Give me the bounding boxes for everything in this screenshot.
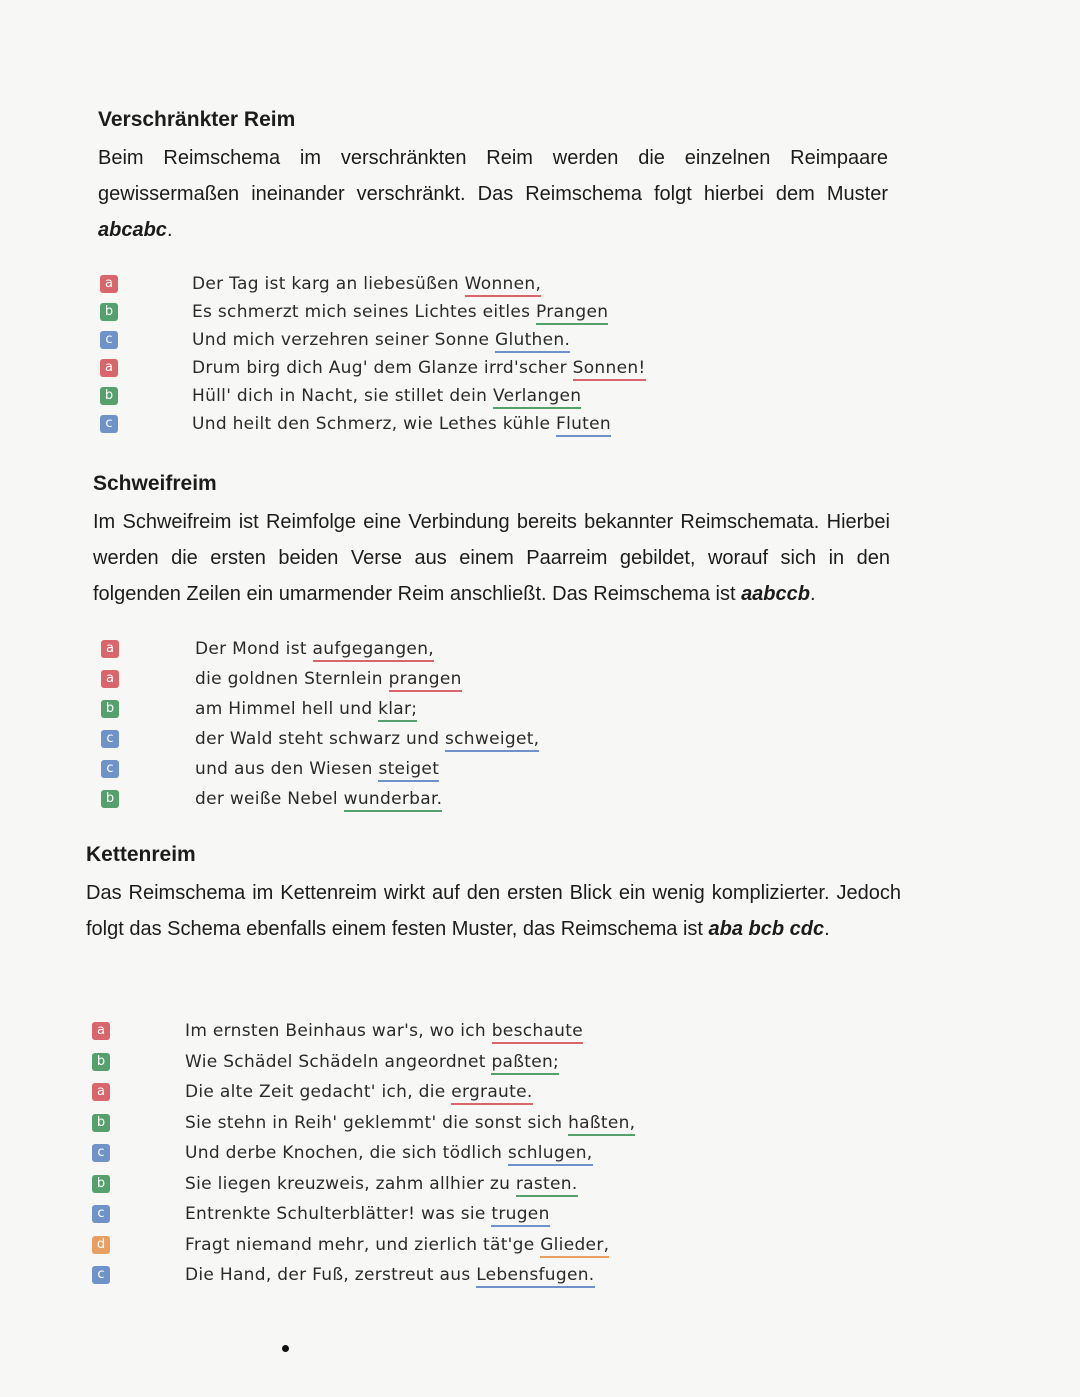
rhyme-word: paßten; bbox=[491, 1052, 559, 1075]
poem-line-text: Wie Schädel Schädeln angeordnet bbox=[185, 1051, 492, 1072]
poem-line-text: Und mich verzehren seiner Sonne bbox=[192, 330, 496, 350]
rhyme-letter-badge: b bbox=[101, 700, 119, 718]
poem-line bbox=[185, 1235, 609, 1258]
paragraph-text: Das Reimschema im Kettenreim wirkt auf den ersten Blick ein wenig komplizierter. Jedoch folgt das Schema ebenfalls einem festen Muster, das Reimschema ist bbox=[86, 882, 901, 940]
poem-line bbox=[195, 639, 434, 662]
rhyme-letter-badge: a bbox=[101, 640, 119, 658]
poem-line bbox=[195, 669, 462, 692]
rhyme-letter-badge: c bbox=[101, 730, 119, 748]
rhyme-letter-badge: c bbox=[92, 1205, 110, 1223]
heading: Verschränkter Reim bbox=[98, 108, 296, 131]
poem-line-text: der Wald steht schwarz und bbox=[195, 729, 445, 749]
rhyme-word: prangen bbox=[389, 669, 462, 692]
poem-line-text: Drum birg dich Aug' dem Glanze irrd'scher bbox=[192, 358, 573, 378]
poem-line-text: Und derbe Knochen, die sich tödlich bbox=[185, 1143, 508, 1163]
poem-line bbox=[192, 330, 570, 353]
rhyme-letter-badge: b bbox=[100, 303, 118, 321]
poem-line-text: der weiße Nebel bbox=[195, 789, 344, 809]
poem-line-text: Hüll' dich in Nacht, sie stillet dein bbox=[192, 386, 493, 406]
rhyme-word: steiget bbox=[378, 759, 439, 782]
poem-line-text: Der Tag ist karg an liebesüßen bbox=[192, 274, 465, 294]
poem-line-text: Die alte Zeit gedacht' ich, die bbox=[185, 1082, 452, 1102]
rhyme-letter-badge: c bbox=[100, 415, 118, 433]
rhyme-word: beschaute bbox=[492, 1021, 583, 1044]
rhyme-word: aufgegangen, bbox=[313, 639, 434, 662]
rhyme-word: Gluthen. bbox=[495, 330, 570, 353]
rhyme-word: Glieder, bbox=[540, 1235, 609, 1258]
poem-line bbox=[195, 789, 442, 812]
poem-line-text: Es schmerzt mich seines Lichtes eitles bbox=[192, 302, 537, 322]
rhyme-scheme: abcabc bbox=[98, 219, 167, 241]
poem-line bbox=[195, 699, 417, 722]
poem-line bbox=[185, 1113, 635, 1136]
poem-line-text: am Himmel hell und bbox=[195, 699, 379, 719]
section-kettenreim bbox=[86, 843, 901, 947]
poem-line-text: Und heilt den Schmerz, wie Lethes kühle bbox=[192, 414, 556, 434]
rhyme-letter-badge: a bbox=[92, 1083, 110, 1101]
rhyme-word: rasten. bbox=[516, 1174, 578, 1197]
section-verschraenkter-reim bbox=[98, 108, 888, 248]
poem-line bbox=[185, 1204, 550, 1227]
poem-line bbox=[192, 358, 646, 381]
rhyme-letter-badge: a bbox=[101, 670, 119, 688]
poem-line bbox=[192, 414, 611, 437]
poem-line bbox=[185, 1174, 578, 1197]
rhyme-word: ergraute. bbox=[451, 1082, 532, 1105]
rhyme-letter-badge: c bbox=[100, 331, 118, 349]
poem-line bbox=[185, 1082, 533, 1105]
paragraph: Beim Reimschema im verschränkten Reim werden die einzelnen Reimpaare gewissermaßen ineinander verschränkt. Das Reimschema folgt hierbei dem Muster abcabc. bbox=[98, 147, 888, 241]
rhyme-letter-badge: b bbox=[101, 790, 119, 808]
rhyme-letter-badge: b bbox=[92, 1175, 110, 1193]
poem-line bbox=[192, 386, 581, 409]
poem-line bbox=[192, 302, 608, 325]
rhyme-letter-badge: a bbox=[92, 1022, 110, 1040]
rhyme-letter-badge: d bbox=[92, 1236, 110, 1254]
rhyme-word: trugen bbox=[491, 1204, 549, 1227]
poem-line bbox=[185, 1143, 593, 1166]
poem-line bbox=[192, 274, 541, 297]
rhyme-word: wunderbar. bbox=[344, 789, 443, 812]
poem-line bbox=[185, 1052, 559, 1075]
rhyme-letter-badge: c bbox=[92, 1266, 110, 1284]
paragraph: Im Schweifreim ist Reimfolge eine Verbindung bereits bekannter Reimschemata. Hierbei werden die ersten beiden Verse aus einem Paarreim gebildet, worauf sich in den folgenden Zeilen ein umarmender Reim anschließt. Das Reimschema ist aabccb. bbox=[93, 511, 890, 605]
section-schweifreim bbox=[93, 472, 890, 612]
heading: Kettenreim bbox=[86, 843, 196, 866]
poem-line bbox=[185, 1265, 595, 1288]
rhyme-letter-badge: b bbox=[92, 1114, 110, 1132]
poem-line-text: Fragt niemand mehr, und zierlich tät'ge bbox=[185, 1234, 541, 1255]
poem-line-text: Die Hand, der Fuß, zerstreut aus bbox=[185, 1265, 477, 1285]
rhyme-word: Sonnen! bbox=[573, 358, 646, 381]
rhyme-scheme: aabccb bbox=[741, 583, 810, 605]
poem-line-text: Der Mond ist bbox=[195, 639, 313, 659]
paragraph: Das Reimschema im Kettenreim wirkt auf den ersten Blick ein wenig komplizierter. Jedoch folgt das Schema ebenfalls einem festen Muster, das Reimschema ist aba bcb cdc. bbox=[86, 882, 901, 940]
rhyme-scheme: aba bcb cdc bbox=[708, 918, 825, 940]
poem-line-text: Sie stehn in Reih' geklemmt' die sonst sich bbox=[185, 1112, 569, 1133]
poem-line-text: Entrenkte Schulterblätter! was sie bbox=[185, 1204, 492, 1224]
rhyme-word: Prangen bbox=[536, 302, 608, 325]
rhyme-letter-badge: c bbox=[92, 1144, 110, 1162]
rhyme-word: schweiget, bbox=[445, 729, 539, 752]
rhyme-word: Wonnen, bbox=[465, 274, 542, 297]
paragraph-text: Beim Reimschema im verschränkten Reim werden die einzelnen Reimpaare gewissermaßen ineinander verschränkt. Das Reimschema folgt hierbei dem Muster bbox=[98, 147, 888, 205]
rhyme-letter-badge: b bbox=[100, 387, 118, 405]
poem-line bbox=[185, 1021, 583, 1044]
poem-line-text: Sie liegen kreuzweis, zahm allhier zu bbox=[185, 1173, 516, 1194]
ink-dot bbox=[282, 1345, 289, 1352]
rhyme-word: klar; bbox=[378, 699, 417, 722]
rhyme-letter-badge: a bbox=[100, 359, 118, 377]
heading: Schweifreim bbox=[93, 472, 217, 495]
poem-line-text: Im ernsten Beinhaus war's, wo ich bbox=[185, 1021, 492, 1041]
rhyme-word: Lebensfugen. bbox=[476, 1265, 594, 1288]
poem-line bbox=[195, 729, 539, 752]
rhyme-letter-badge: c bbox=[101, 760, 119, 778]
paragraph-text: Im Schweifreim ist Reimfolge eine Verbindung bereits bekannter Reimschemata. Hierbei werden die ersten beiden Verse aus einem Paarreim gebildet, worauf sich in den folgenden Zeilen ein umarmender Reim anschließt. Das Reimschema ist bbox=[93, 511, 890, 605]
poem-line bbox=[195, 759, 439, 782]
rhyme-word: haßten, bbox=[568, 1113, 635, 1136]
rhyme-word: Fluten bbox=[556, 414, 611, 437]
rhyme-word: Verlangen bbox=[493, 386, 581, 409]
poem-line-text: die goldnen Sternlein bbox=[195, 669, 389, 689]
poem-line-text: und aus den Wiesen bbox=[195, 759, 379, 779]
rhyme-word: schlugen, bbox=[508, 1143, 593, 1166]
rhyme-letter-badge: b bbox=[92, 1053, 110, 1071]
rhyme-letter-badge: a bbox=[100, 275, 118, 293]
